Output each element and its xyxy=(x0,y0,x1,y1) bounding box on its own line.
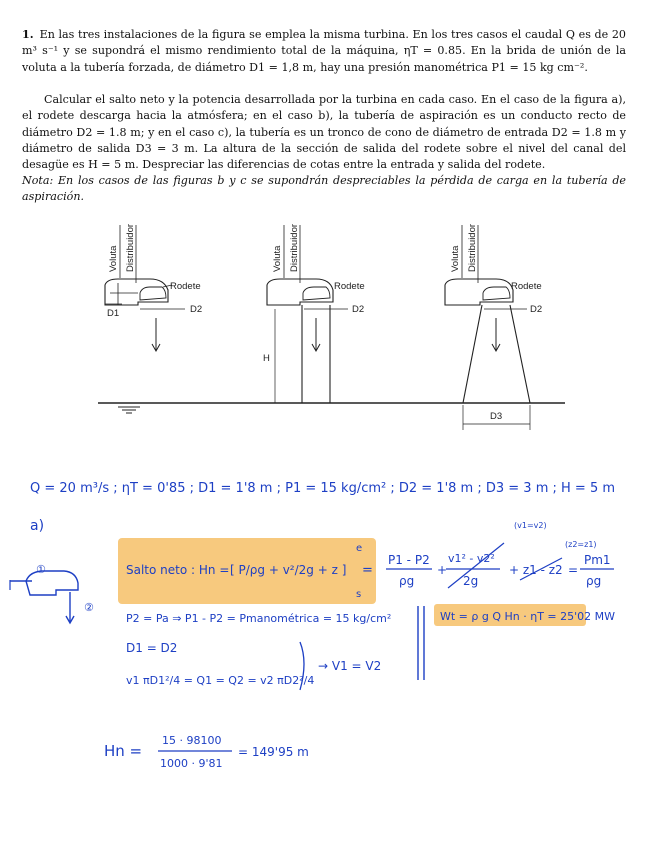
d2-label: D2 xyxy=(352,304,365,315)
d2-label: D2 xyxy=(530,304,543,315)
z-term: + z1 - z2 xyxy=(509,563,563,577)
svg-text:=: = xyxy=(568,563,579,577)
bracket-sup: e xyxy=(356,543,363,554)
case-a-sketch xyxy=(10,563,94,623)
case-a-label: a) xyxy=(30,518,45,534)
frac2-numerator: v1² - v2² xyxy=(448,552,495,565)
problem-text-2: Calcular el salto neto y la potencia desarrollada por la turbina en cada caso. En el caso de la figura a), el rodete descarga hacia la atmósfera; en el caso b), la tubería de aspiración es un conducto recto de diámetro D2 = 1.8 m; y en el caso c), la tubería es un tronco de cono de diámetro de entrada D2 = 1.8 m y diámetro de salida D3 = 3 m. La altura de la sección de salida del rodete sobre el nivel del canal del desagüe es H = 5 m. Despreciar las diferencias de cotas entre la entrada y salida del rodete. xyxy=(22,93,626,172)
voluta-label: Voluta xyxy=(450,245,461,272)
diameter-line: D1 = D2 xyxy=(126,641,178,655)
pressure-line: P2 = Pa ⇒ P1 - P2 = Pmanométrica = 15 kg/cm² xyxy=(126,612,392,625)
turbine-case-b xyxy=(263,224,365,403)
power-result: Wt = ρ g Q Hn · ηT = 25'02 MW xyxy=(440,610,616,623)
d2-label: D2 xyxy=(190,304,203,315)
note-velocity: (v1=v2) xyxy=(514,521,547,530)
d3-label: D3 xyxy=(490,411,503,422)
frac3-denominator: ρg xyxy=(586,574,602,588)
salto-neto-label: Salto neto : Hn = xyxy=(126,563,230,577)
rodete-label: Rodete xyxy=(170,281,201,292)
hn-result: = 149'95 m xyxy=(238,745,309,759)
section-1-marker: ① xyxy=(36,563,46,576)
note-height: (z2=z1) xyxy=(565,540,597,549)
continuity-line: v1 πD1²/4 = Q1 = Q2 = v2 πD2²/4 xyxy=(126,674,315,687)
frac2-denominator: 2g xyxy=(463,574,479,588)
h-label: H xyxy=(263,353,270,364)
velocity-result: → V1 = V2 xyxy=(318,659,382,673)
distribuidor-label: Distribuidor xyxy=(289,223,300,272)
distribuidor-label: Distribuidor xyxy=(467,223,478,272)
frac1-denominator: ρg xyxy=(399,574,415,588)
d1-label: D1 xyxy=(107,308,120,319)
svg-text:+: + xyxy=(437,563,448,577)
turbine-case-c xyxy=(445,224,542,430)
voluta-label: Voluta xyxy=(108,245,119,272)
problem-number: 1. xyxy=(22,28,34,41)
salto-bracket: [ P/ρg + v²/2g + z ] xyxy=(230,563,347,577)
equals-sign: = xyxy=(362,563,373,578)
hn-numerator: 15 · 98100 xyxy=(162,734,222,747)
voluta-label: Voluta xyxy=(272,245,283,272)
turbine-case-a xyxy=(105,224,202,351)
problem-text-1: En las tres instalaciones de la figura se emplea la misma turbina. En los tres casos el caudal Q es de 20 m³ s⁻¹ y se supondrá el mismo rendimiento total de la máquina, ηT = 0.85. En la brida de unión de la voluta a la tubería forzada, de diámetro D1 = 1,8 m, hay una presión manométrica P1 = 15 kg cm⁻². xyxy=(22,28,626,74)
distribuidor-label: Distribuidor xyxy=(125,223,136,272)
rodete-label: Rodete xyxy=(334,281,365,292)
hn-denominator: 1000 · 9'81 xyxy=(160,757,223,770)
note-text: Nota: En los casos de las figuras b y c se supondrán despreciables la pérdida de carga en la tubería de aspiración. xyxy=(22,174,626,204)
section-2-marker: ② xyxy=(84,601,94,614)
rodete-label: Rodete xyxy=(511,281,542,292)
hn-label: Hn = xyxy=(104,742,143,760)
frac3-numerator: Pm1 xyxy=(584,553,611,567)
bracket-sub: s xyxy=(356,589,362,600)
frac1-numerator: P1 - P2 xyxy=(388,553,430,567)
givens-line: Q = 20 m³/s ; ηT = 0'85 ; D1 = 1'8 m ; P1 = 15 kg/cm² ; D2 = 1'8 m ; D3 = 3 m ; H = 5 m xyxy=(30,481,616,496)
